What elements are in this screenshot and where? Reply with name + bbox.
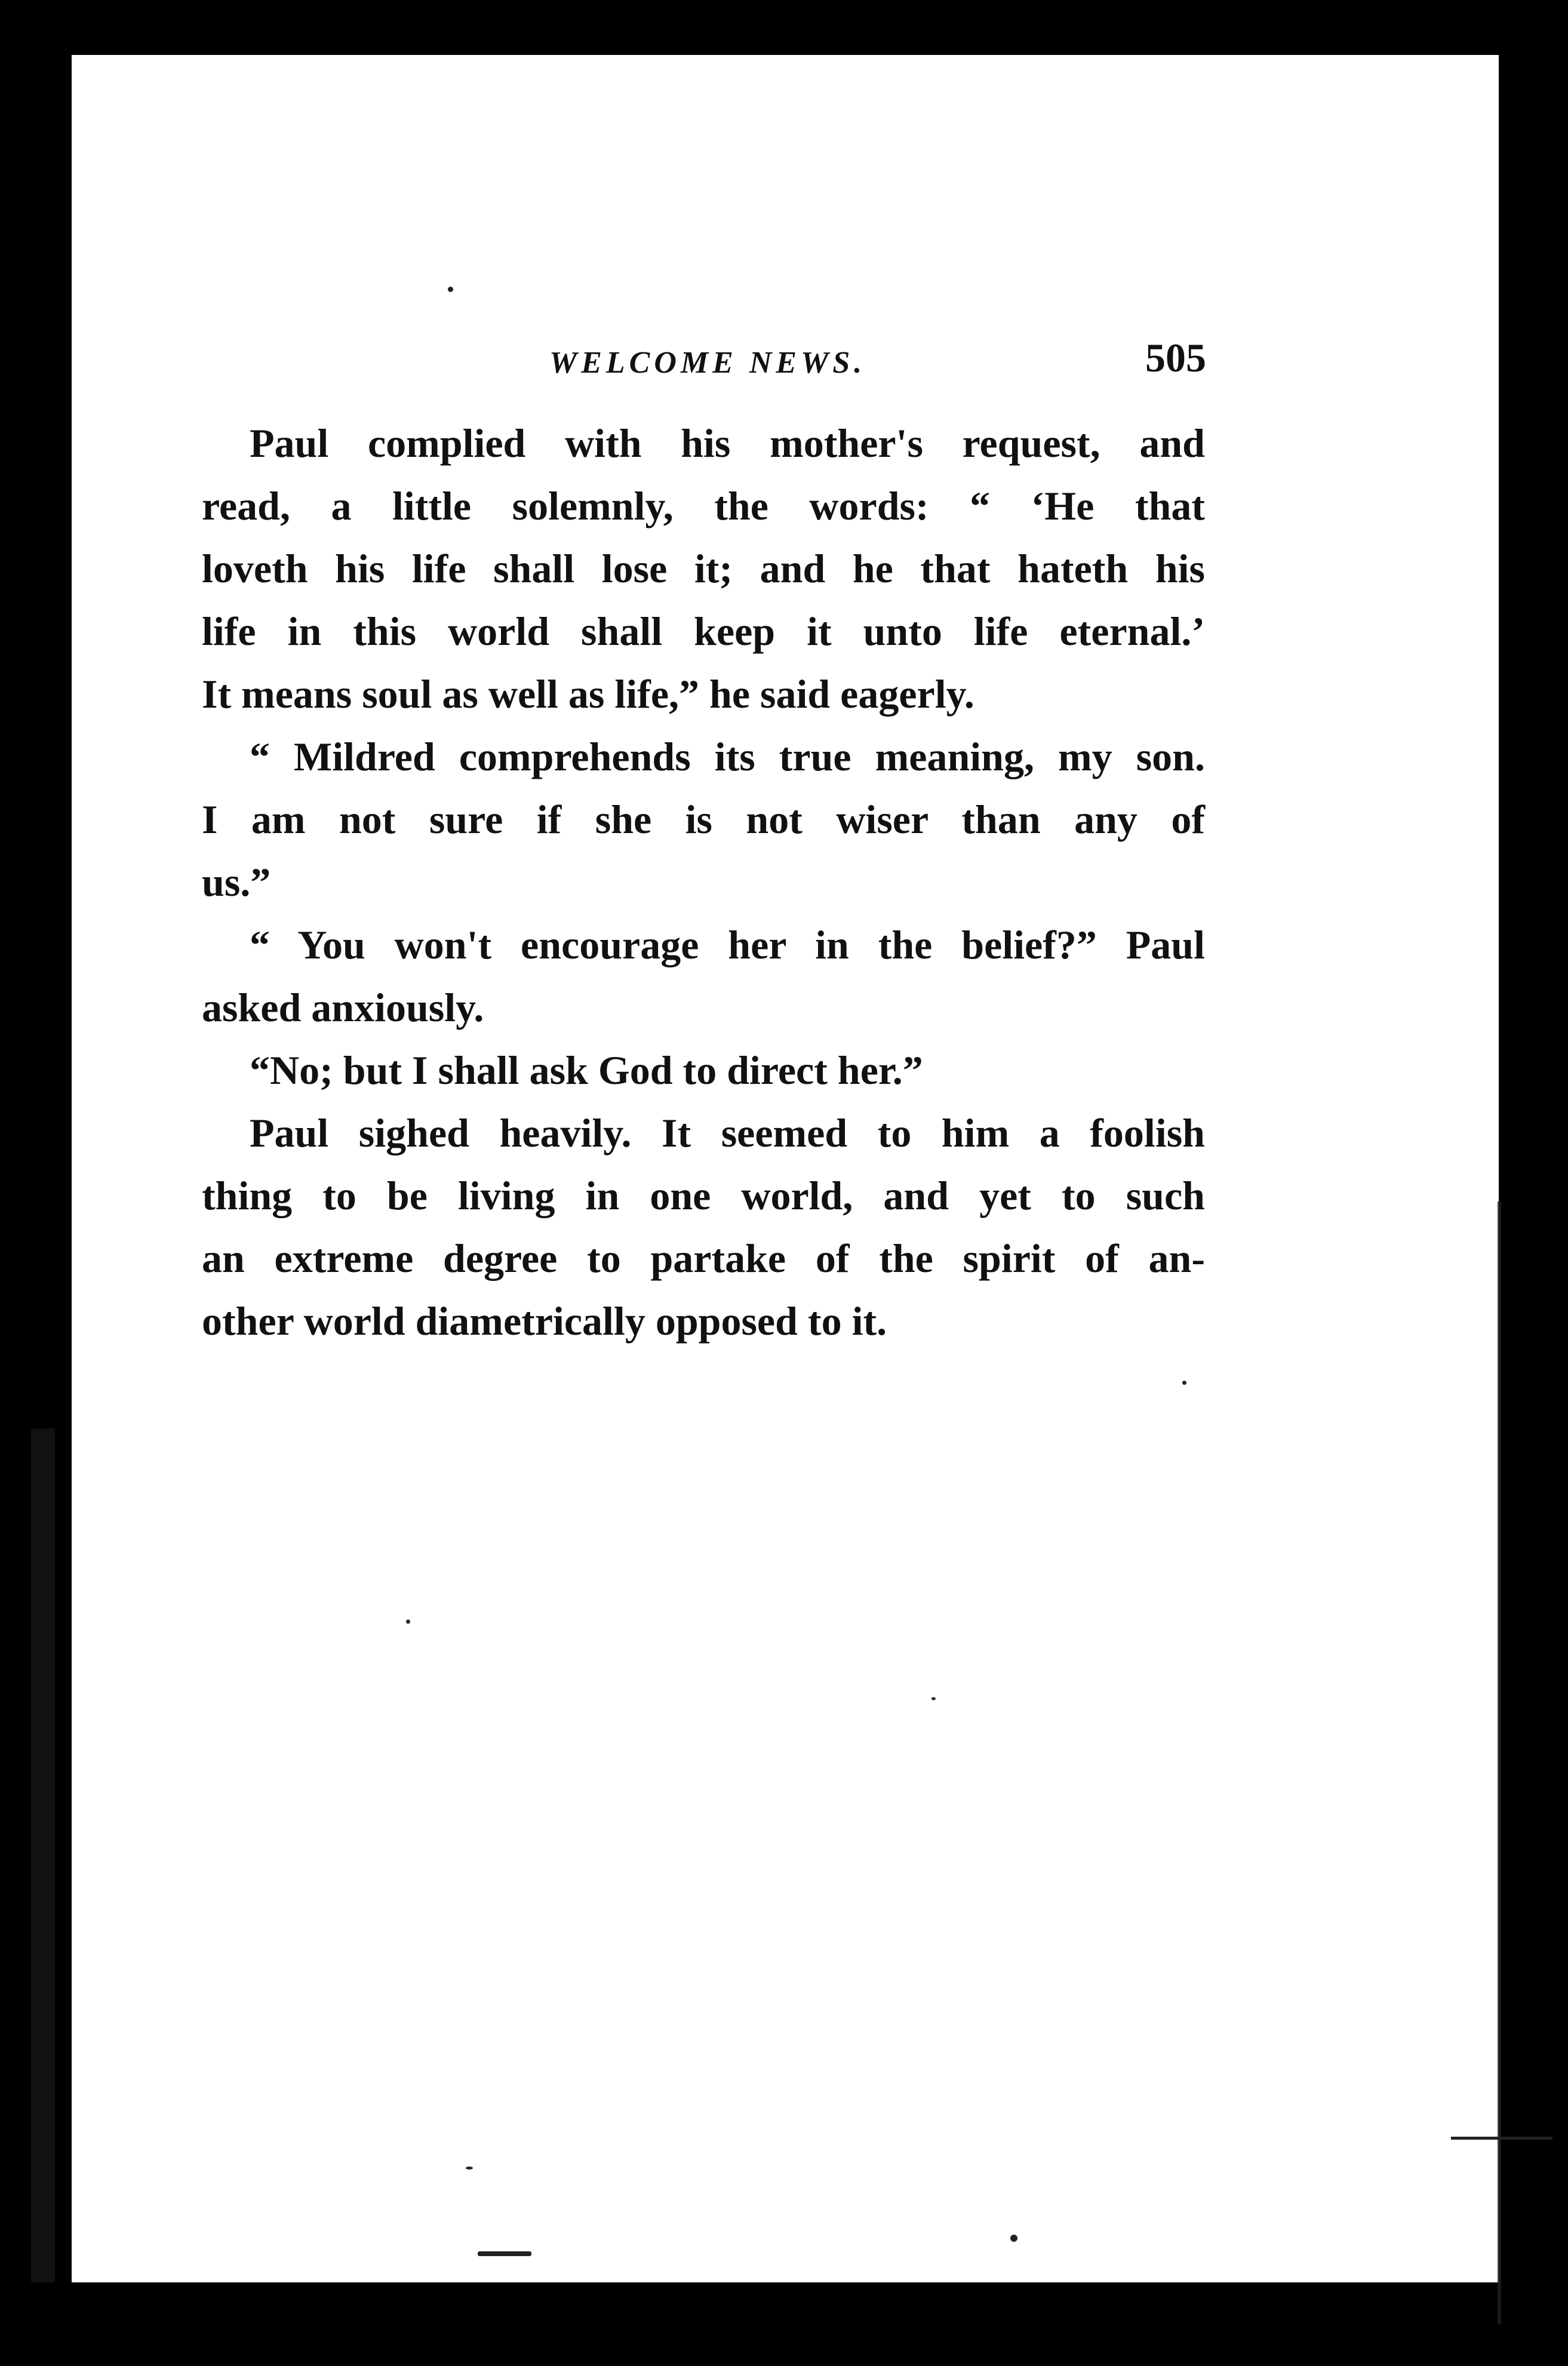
dust-speck	[1182, 1381, 1186, 1385]
running-head	[197, 334, 1206, 388]
text-line: “ You won't encourage her in the belief?” Paul	[250, 922, 1205, 967]
text-line: Paul sighed heavily. It seemed to him a foolish	[250, 1110, 1205, 1156]
text-line: life in this world shall keep it unto life eternal.’	[202, 609, 1205, 654]
running-title: WELCOME NEWS.	[549, 346, 866, 380]
text-line: an extreme degree to partake of the spirit of an-	[202, 1236, 1205, 1281]
text-line: read, a little solemnly, the words: “ ‘He that	[202, 483, 1205, 528]
scan-border-bottom	[0, 2282, 1568, 2366]
dust-speck	[448, 287, 453, 292]
text-line: thing to be living in one world, and yet to such	[202, 1173, 1205, 1218]
text-line: Paul complied with his mother's request, and	[250, 420, 1205, 466]
text-line: loveth his life shall lose it; and he that hateth his	[202, 546, 1205, 591]
scan-border-left	[0, 55, 72, 2366]
spine-shadow	[31, 1428, 55, 2336]
dust-speck	[478, 2251, 531, 2256]
dust-speck	[466, 2167, 473, 2170]
scan-border-right	[1499, 0, 1568, 2366]
text-line: I am not sure if she is not wiser than any of	[202, 797, 1205, 842]
scan-margin-line	[1498, 1202, 1501, 2324]
dust-speck	[931, 1697, 936, 1700]
body-text	[202, 412, 1205, 1353]
text-line: It means soul as well as life,” he said eagerly.	[202, 671, 974, 717]
text-line: other world diametrically opposed to it.	[202, 1298, 887, 1344]
dust-speck	[1010, 2235, 1017, 2242]
text-line: us.”	[202, 859, 271, 905]
scan-margin-tick	[1451, 2137, 1552, 2140]
text-line: “No; but I shall ask God to direct her.”	[250, 1047, 923, 1093]
text-line: asked anxiously.	[202, 985, 484, 1030]
page-number: 505	[1145, 335, 1206, 380]
dust-speck	[406, 1620, 410, 1624]
text-line: “ Mildred comprehends its true meaning, my son.	[250, 734, 1205, 779]
scan-border-top	[0, 0, 1568, 55]
